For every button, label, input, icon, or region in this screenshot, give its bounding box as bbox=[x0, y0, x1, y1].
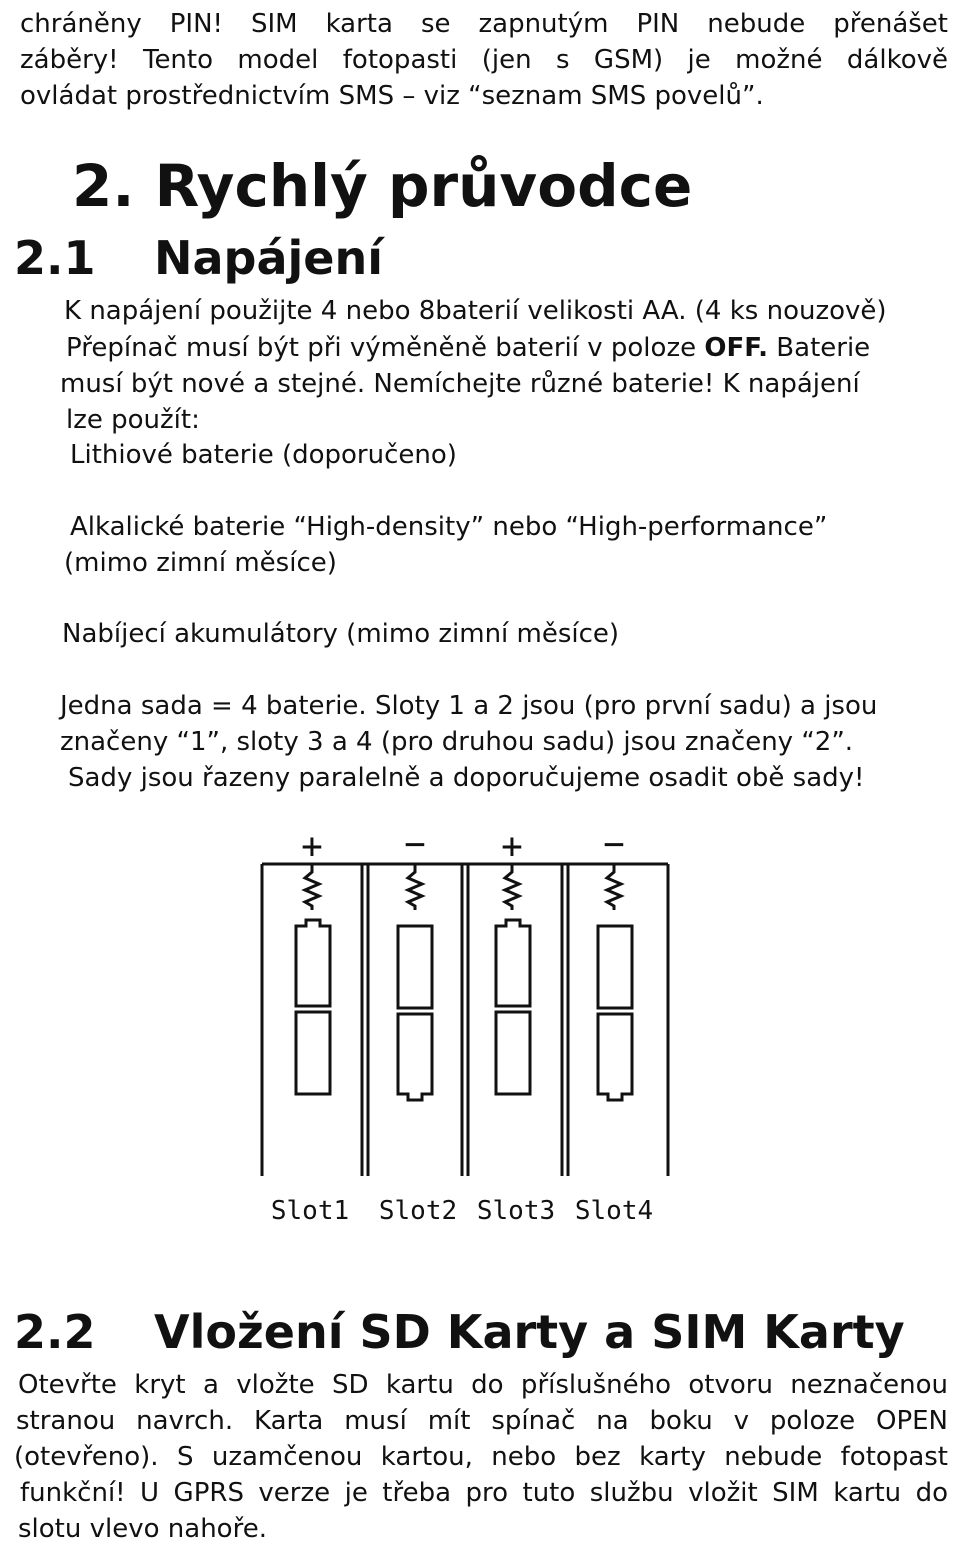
sd-text-5: slotu vlevo nahoře. bbox=[18, 1514, 267, 1544]
slot-4-contents bbox=[598, 864, 632, 1100]
polarity-mark-2: − bbox=[404, 826, 426, 865]
option-rechargeable: Nabíjecí akumulátory (mimo zimní měsíce) bbox=[62, 619, 620, 649]
slot-2-contents bbox=[398, 864, 432, 1100]
sd-text-4: funkční! U GPRS verze je třeba pro tuto službu vložit SIM kartu do bbox=[20, 1478, 948, 1508]
sd-text-1: Otevřte kryt a vložte SD kartu do příslušného otvoru neznačenou bbox=[18, 1370, 948, 1400]
spring-icon bbox=[408, 864, 422, 910]
power-text-2a: Přepínač musí být při výměněně baterií v poloze bbox=[66, 333, 705, 363]
section-2-title: 2. Rychlý průvodce bbox=[72, 152, 693, 220]
battery-icon bbox=[296, 1012, 330, 1094]
intro-line-2: záběry! Tento model fotopasti (jen s GSM) je možné dálkově bbox=[20, 45, 948, 75]
battery-icon bbox=[398, 926, 432, 1008]
battery-icon bbox=[598, 926, 632, 1008]
battery-icon bbox=[496, 1012, 530, 1094]
option-lithium: Lithiové baterie (doporučeno) bbox=[70, 440, 457, 470]
slot-label-3: Slot3 bbox=[476, 1196, 556, 1226]
power-text-4: lze použít: bbox=[66, 405, 200, 435]
battery-icon bbox=[598, 1014, 632, 1100]
spring-icon bbox=[607, 864, 621, 910]
polarity-mark-1: + bbox=[301, 826, 323, 867]
power-text-3: musí být nové a stejné. Nemíchejte různé baterie! K napájení bbox=[60, 369, 860, 399]
spring-icon bbox=[505, 864, 519, 910]
slot-label-2: Slot2 bbox=[378, 1196, 458, 1226]
spring-icon bbox=[305, 864, 319, 910]
polarity-mark-4: − bbox=[603, 826, 625, 865]
battery-set-text-2: značeny “1”, sloty 3 a 4 (pro druhou sadu) jsou značeny “2”. bbox=[60, 727, 854, 757]
sd-text-3: (otevřeno). S uzamčenou kartou, nebo bez karty nebude fotopast bbox=[14, 1442, 948, 1472]
power-text-2c: Baterie bbox=[768, 333, 871, 363]
option-alkaline-note: (mimo zimní měsíce) bbox=[64, 548, 337, 578]
intro-line-3: ovládat prostřednictvím SMS – viz “seznam SMS povelů”. bbox=[20, 81, 764, 111]
section-2-1-title: Napájení bbox=[154, 231, 383, 285]
battery-icon bbox=[296, 920, 330, 1006]
off-label: OFF. bbox=[704, 333, 769, 363]
battery-set-text-3: Sady jsou řazeny paralelně a doporučujeme osadit obě sady! bbox=[68, 763, 865, 793]
slot-label-1: Slot1 bbox=[270, 1196, 350, 1226]
intro-line-1: chráněny PIN! SIM karta se zapnutým PIN nebude přenášet bbox=[20, 9, 948, 39]
option-alkaline: Alkalické baterie “High-density” nebo “High-performance” bbox=[70, 512, 828, 542]
section-2-2-heading bbox=[14, 1304, 905, 1360]
battery-set-text-1: Jedna sada = 4 baterie. Sloty 1 a 2 jsou (pro první sadu) a jsou bbox=[60, 691, 878, 721]
battery-icon bbox=[398, 1014, 432, 1100]
section-2-1-heading bbox=[14, 230, 383, 286]
section-2-2-number: 2.2 bbox=[14, 1305, 96, 1359]
power-text-2 bbox=[66, 330, 870, 366]
sd-text-2: stranou navrch. Karta musí mít spínač na boku v poloze OPEN bbox=[16, 1406, 948, 1436]
slot-3-contents bbox=[496, 864, 530, 1094]
section-2-1-number: 2.1 bbox=[14, 231, 96, 285]
battery-slot-diagram bbox=[258, 826, 678, 1226]
section-2-2-title: Vložení SD Karty a SIM Karty bbox=[154, 1305, 905, 1359]
slot-label-4: Slot4 bbox=[574, 1196, 654, 1226]
power-text-1: K napájení použijte 4 nebo 8baterií velikosti AA. (4 ks nouzově) bbox=[64, 296, 887, 326]
polarity-mark-3: + bbox=[501, 826, 523, 867]
slot-1-contents bbox=[296, 864, 330, 1094]
battery-icon bbox=[496, 920, 530, 1006]
